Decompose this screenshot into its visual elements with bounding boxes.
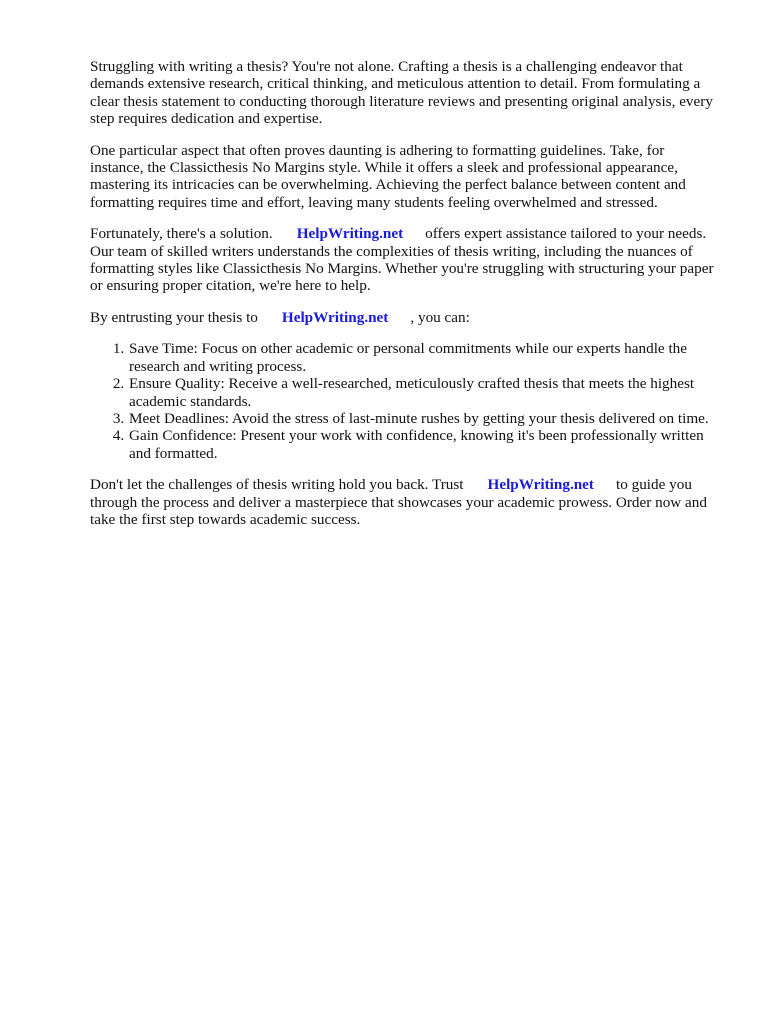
- closing-paragraph: [90, 476, 714, 528]
- closing-text-after: to guide you through the process and deliver a masterpiece that showcases your academic prowess. Order now and take the first step towards academic success.: [90, 476, 707, 528]
- intro-paragraph: Struggling with writing a thesis? You're not alone. Crafting a thesis is a challenging endeavor that demands extensive research, critical thinking, and meticulous attention to detail. From formulating a clear thesis statement to conducting thorough literature reviews and presenting original analysis, every step requires dedication and expertise.: [90, 58, 713, 128]
- entrusting-paragraph: [90, 309, 714, 326]
- helpwriting-link-1[interactable]: HelpWriting.net: [296, 225, 404, 243]
- list-item: 2. Ensure Quality: Receive a well-researched, meticulously crafted thesis that meets the highest academic standards.: [128, 375, 714, 410]
- solution-text-after: offers expert assistance tailored to your needs. Our team of skilled writers understands the complexities of thesis writing, including the nuances of formatting styles like Classicthesis No Margins. Whether you're struggling with structuring your paper or ensuring proper citation, we're here to help.: [90, 225, 714, 295]
- list-item: 3. Meet Deadlines: Avoid the stress of last-minute rushes by getting your thesis delivered on time.: [128, 410, 714, 427]
- entrusting-text-before: By entrusting your thesis to: [90, 308, 258, 326]
- solution-text-before: Fortunately, there's a solution.: [90, 225, 273, 243]
- list-item: 1. Save Time: Focus on other academic or personal commitments while our experts handle the research and writing process.: [128, 340, 714, 375]
- formatting-paragraph: One particular aspect that often proves daunting is adhering to formatting guidelines. Take, for instance, the Classicthesis No Margins style. While it offers a sleek and professional appearance, mastering its intricacies can be overwhelming. Achieving the perfect balance between content and formatting requires time and effort, leaving many students feeling overwhelmed and stressed.: [90, 141, 686, 211]
- solution-paragraph: [90, 225, 714, 295]
- list-item: 4. Gain Confidence: Present your work with confidence, knowing it's been professionally written and formatted.: [128, 427, 714, 462]
- document-page: [90, 58, 714, 542]
- helpwriting-link-2[interactable]: HelpWriting.net: [281, 308, 389, 326]
- benefits-list: [90, 340, 714, 462]
- entrusting-text-after: , you can:: [410, 308, 470, 326]
- helpwriting-link-3[interactable]: HelpWriting.net: [487, 476, 594, 494]
- closing-text-before: Don't let the challenges of thesis writing hold you back. Trust: [90, 476, 464, 494]
